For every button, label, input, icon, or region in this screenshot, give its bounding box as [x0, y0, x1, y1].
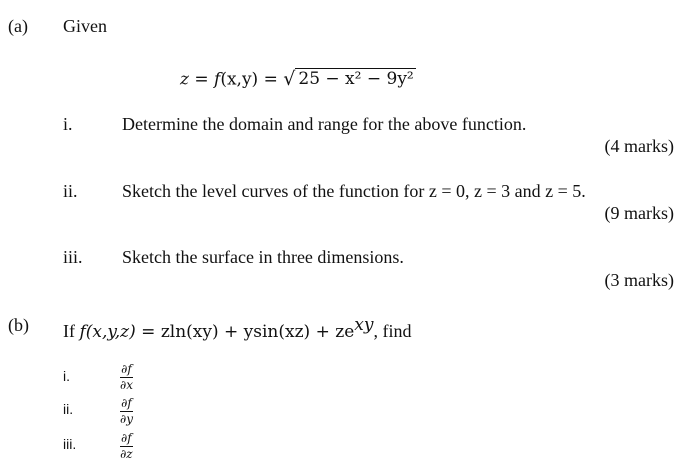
- b-item-3-numerator: ∂f: [121, 431, 132, 445]
- b-item-1-denominator: ∂x: [120, 377, 133, 392]
- equation-equals-2: =: [258, 69, 284, 90]
- part-a-label: (a): [8, 16, 28, 36]
- part-b-expression: = zln(xy) + ysin(xz) + ze: [135, 322, 355, 342]
- a-item-1-marks: (4 marks): [604, 136, 674, 156]
- a-item-1-text: Determine the domain and range for the above function.: [122, 114, 527, 134]
- radical-sign-icon: √: [283, 67, 296, 90]
- a-item-3-text: Sketch the surface in three dimensions.: [122, 247, 404, 267]
- a-item-2-marks: (9 marks): [604, 203, 674, 223]
- b-item-3-number: iii.: [63, 436, 77, 452]
- b-item-2-denominator: ∂y: [120, 411, 133, 426]
- b-item-2-number: ii.: [63, 401, 74, 417]
- a-item-1-number: i.: [63, 114, 73, 134]
- part-b-statement: [63, 315, 411, 342]
- part-b-label: (b): [8, 315, 29, 335]
- a-item-2-text: Sketch the level curves of the function for z = 0, z = 3 and z = 5.: [122, 181, 586, 201]
- part-a-intro: Given: [63, 16, 107, 36]
- b-item-3-fraction: [120, 426, 133, 460]
- b-item-2-fraction: [120, 391, 133, 425]
- part-b-suffix: , find: [373, 321, 412, 341]
- a-item-3-number: iii.: [63, 247, 83, 267]
- b-item-1-numerator: ∂f: [121, 362, 132, 376]
- b-item-1-number: i.: [63, 368, 70, 384]
- part-b-prefix: If: [63, 321, 80, 341]
- radicand: 25 − x² − 9y²: [295, 68, 415, 89]
- function-equation: [180, 68, 416, 90]
- a-item-2-number: ii.: [63, 181, 78, 201]
- b-item-3-denominator: ∂z: [120, 446, 133, 461]
- equation-equals-1: =: [188, 69, 215, 90]
- b-item-2-numerator: ∂f: [121, 396, 132, 410]
- b-item-1-fraction: [120, 357, 133, 391]
- equation-func: f: [214, 69, 221, 90]
- equation-lhs: z: [180, 69, 189, 90]
- a-item-3-marks: (3 marks): [604, 270, 674, 290]
- square-root: [283, 68, 415, 89]
- part-b-exponent: xy: [354, 315, 374, 335]
- equation-args: (x,y): [220, 69, 259, 90]
- part-b-function: f(x,y,z): [79, 322, 136, 342]
